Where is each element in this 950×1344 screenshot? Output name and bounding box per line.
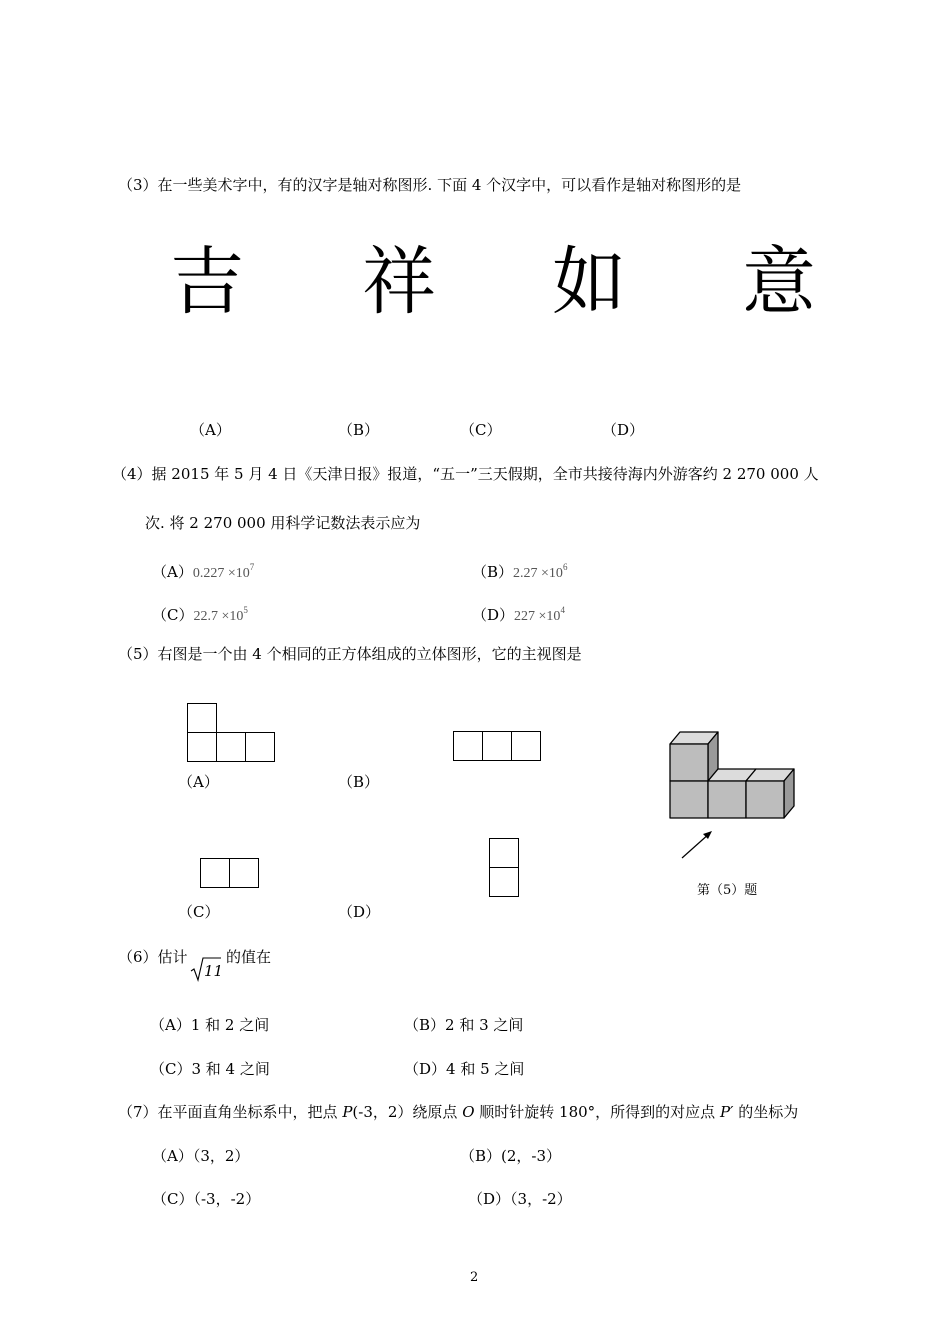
q4-option-b (472, 557, 567, 584)
q7-stem-a: （7）在平面直角坐标系中，把点 (118, 1103, 343, 1121)
page-number: 2 (470, 1270, 479, 1285)
q3-label-c: （C） (460, 421, 502, 439)
q5-figure-a-square (245, 732, 275, 762)
q3-char-c: 如 (552, 239, 626, 325)
q3-char-a: 吉 (170, 239, 244, 325)
q5-figure-d-square (489, 838, 519, 868)
q7-option-a: （A）（3，2） (152, 1147, 250, 1165)
q5-figure-caption: 第（5）题 (697, 883, 758, 898)
q6-option-a: （A）1 和 2 之间 (150, 1016, 270, 1034)
q3-label-d: （D） (602, 421, 645, 439)
q5-figure-b-square (482, 731, 512, 761)
q4-option-c (152, 600, 248, 627)
q4-option-d (472, 600, 565, 627)
q4-option-b-label: （B） (472, 563, 514, 581)
q4-option-d-label: （D） (472, 606, 515, 624)
q4-option-b-base: 2.27 ×10 (513, 566, 563, 581)
q5-label-c: （C） (178, 903, 220, 921)
q7-option-c: （C）（-3，-2） (152, 1190, 261, 1208)
q5-stem: （5）右图是一个由 4 个相同的正方体组成的立体图形，它的主视图是 (118, 645, 582, 663)
q7-option-b: （B）(2，-3） (460, 1147, 562, 1165)
q6-stem-prefix: （6）估计 (118, 948, 188, 966)
q3-label-b: （B） (338, 421, 380, 439)
q6-radicand: 11 (204, 962, 224, 980)
q7-stem (118, 1102, 798, 1122)
q3-char-b: 祥 (362, 239, 436, 325)
q5-figure-b-square (453, 731, 483, 761)
q7-point-o: O (462, 1103, 475, 1121)
q4-option-d-exp: 4 (560, 605, 565, 615)
q4-option-c-label: （C） (152, 606, 194, 624)
q3-stem: （3）在一些美术字中，有的汉字是轴对称图形. 下面 4 个汉字中，可以看作是轴对称图形的是 (118, 176, 742, 194)
q5-figure-c-square (200, 858, 230, 888)
q5-label-b: （B） (338, 773, 380, 791)
q5-label-d: （D） (338, 903, 381, 921)
q7-option-d: （D）（3，-2） (468, 1190, 572, 1208)
q4-option-a (152, 557, 254, 584)
q4-option-d-base: 227 ×10 (514, 609, 561, 624)
q4-option-c-exp: 5 (243, 605, 248, 615)
q4-option-a-label: （A） (152, 563, 193, 581)
q3-label-a: （A） (190, 421, 231, 439)
q5-figure-c-square (229, 858, 259, 888)
q5-label-a: （A） (178, 773, 219, 791)
q5-figure-a-square (187, 703, 217, 733)
q4-option-c-base: 22.7 ×10 (193, 609, 244, 624)
q6-option-c: （C）3 和 4 之间 (150, 1060, 270, 1078)
q7-point-p-prime: P′ (719, 1103, 734, 1121)
q4-stem-line2: 次. 将 2 270 000 用科学记数法表示应为 (145, 514, 421, 532)
q7-stem-c: 顺时针旋转 180°，所得到的对应点 (474, 1103, 720, 1121)
q5-figure-d-square (489, 867, 519, 897)
q7-stem-d: 的坐标为 (733, 1103, 799, 1121)
q7-stem-b: (-3，2）绕原点 (352, 1103, 463, 1121)
q5-figure-a-square (216, 732, 246, 762)
q5-solid-figure (660, 725, 820, 865)
q6-stem-suffix: 的值在 (226, 948, 272, 966)
q6-option-b: （B）2 和 3 之间 (404, 1016, 524, 1034)
q4-stem-line1: （4）据 2015 年 5 月 4 日《天津日报》报道，“五一”三天假期，全市共接待海内外游客约 2 270 000 人 (112, 465, 819, 483)
q4-option-a-exp: 7 (249, 562, 255, 572)
q6-option-d: （D）4 和 5 之间 (404, 1060, 525, 1078)
q4-option-a-base: 0.227 ×10 (192, 566, 250, 581)
q3-char-d: 意 (742, 239, 816, 325)
q5-figure-b-square (511, 731, 541, 761)
q5-figure-a-square (187, 732, 217, 762)
q4-option-b-exp: 6 (562, 562, 568, 572)
q7-point-p: P (342, 1103, 353, 1121)
